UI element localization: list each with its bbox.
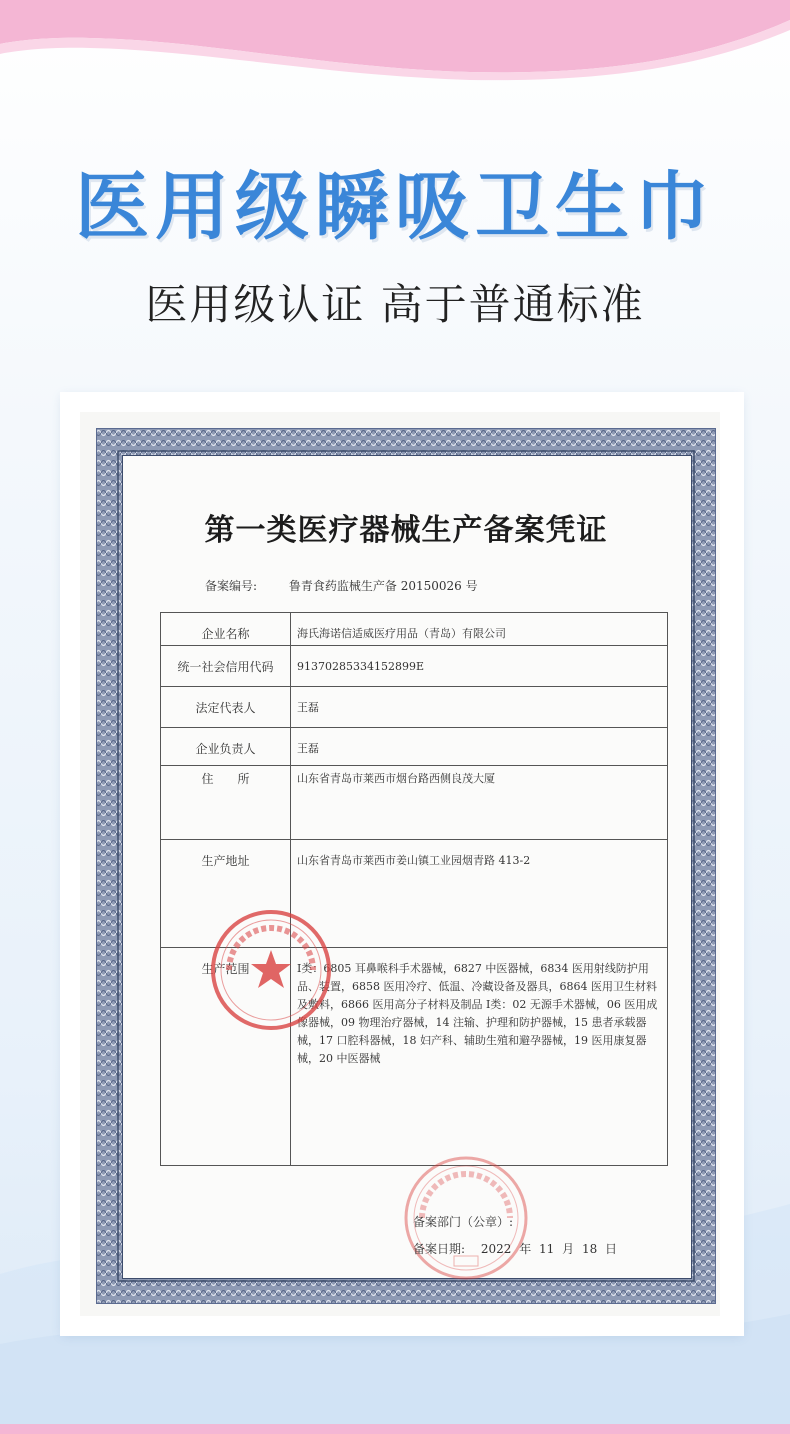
filing-department-label: 备案部门（公章）: [413,1215,514,1229]
filing-date-label: 备案日期: [413,1242,466,1256]
row-label: 生产范围 [161,948,291,1166]
company-seal-stamp [207,906,335,1034]
certificate-title: 第一类医疗器械生产备案凭证 [204,513,608,548]
row-label: 生产地址 [161,840,291,948]
row-label: 企业负责人 [161,728,291,766]
table-row [161,687,668,728]
certificate-info-table [160,612,668,1166]
registration-number-value: 鲁青食药监械生产备 20150026 号 [288,579,478,593]
registration-number-line [205,577,478,594]
row-value: 王磊 [291,728,668,766]
table-row [161,728,668,766]
row-label: 统一社会信用代码 [161,646,291,687]
top-pink-wave [0,0,790,90]
row-label: 企业名称 [161,613,291,646]
row-value: 山东省青岛市莱西市烟台路西侧良茂大厦 [291,766,668,840]
table-row [161,646,668,687]
row-label: 法定代表人 [161,687,291,728]
row-value: 海氏海诺信适威医疗用品（青岛）有限公司 [291,613,668,646]
row-value: 王磊 [291,687,668,728]
row-value: Ⅰ类：6805 耳鼻喉科手术器械，6827 中医器械，6834 医用射线防护用品、装置，6858 医用冷疗、低温、冷藏设备及器具，6864 医用卫生材料及敷料，6866 医用高分子材料及制品 Ⅰ类：02 无源手术器械，06 医用成像器械，09 物理治疗器械，14 注输、护理和防护器械，15 患者承载器械，17 口腔科器械，18 妇产科、辅助生殖和避孕器械，19 医用康复器械，20 中医器械 [291,948,668,1166]
table-row [161,766,668,840]
table-row [161,613,668,646]
page-subheadline: 医用级认证 高于普通标准 [145,280,645,329]
filing-date-value: 2022 年 11 月 18 日 [480,1242,618,1256]
registration-number-label: 备案编号: [205,579,258,593]
page-headline: 医用级瞬吸卫生巾 [75,164,715,250]
row-value: 91370285334152899E [291,646,668,687]
row-label: 住 所 [161,766,291,840]
filing-date-line [413,1240,617,1257]
row-value: 山东省青岛市莱西市姜山镇工业园烟青路 413-2 [291,840,668,948]
